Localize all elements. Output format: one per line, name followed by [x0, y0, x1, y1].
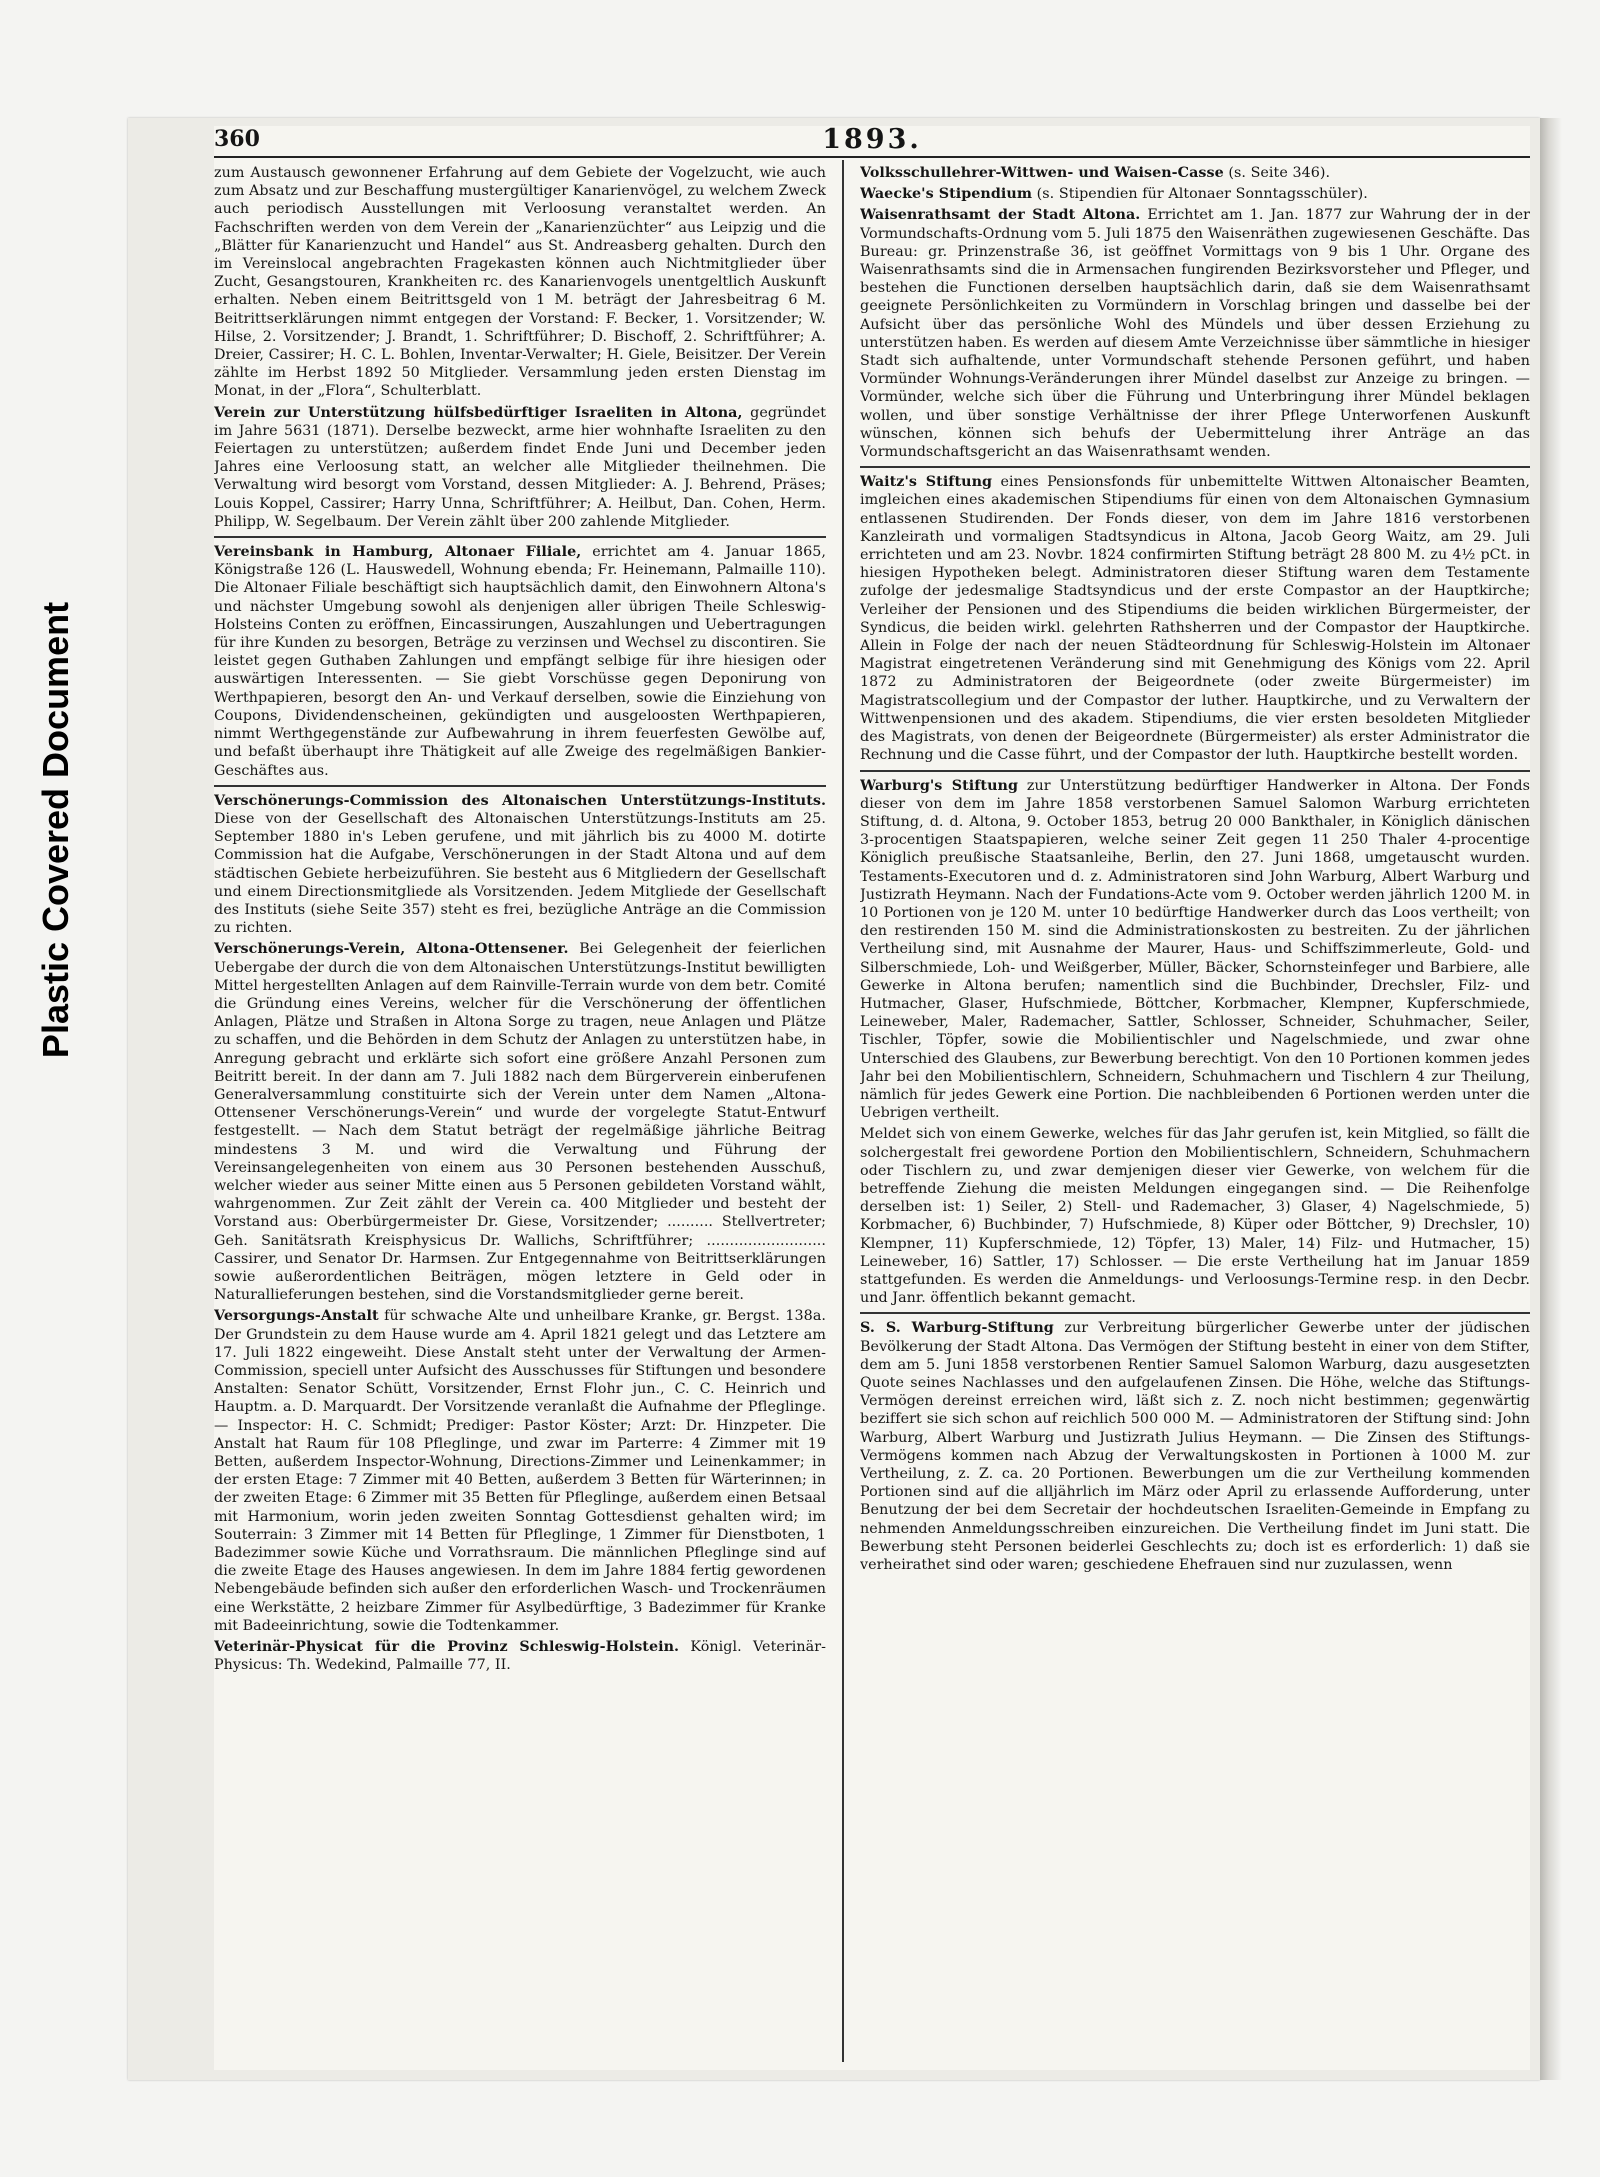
entry-waeckes-stipendium — [860, 185, 1530, 203]
entry-title: Verschönerungs-Commission des Altonaischen Unterstützungs-Instituts. — [214, 792, 826, 809]
page-edge-shadow — [1540, 118, 1562, 2080]
entry-title: Veterinär-Physicat für die Provinz Schleswig-Holstein. — [214, 1639, 680, 1656]
page-content — [214, 126, 1530, 2070]
entry-body: zur Verbreitung bürgerlicher Gewerbe unter der jüdischen Bevölkerung der Stadt Altona. Das Vermögen der Stiftung besteht in einer von dem Stifter, dem am 5. Juni 1858 verstorbenen Rentier Samuel Salomon Warburg, dazu ausgesetzten Quote seines Nachlasses und den aufgelaufenen Zinsen. Die Höhe, welche das Stiftungs-Vermögen dereinst erreichen wird, läßt sich z. Z. noch nicht bestimmen; gegenwärtig beziffert sie sich schon auf reichlich 500 000 M. — Administratoren der Stiftung sind: John Warburg, Albert Warburg und Justizrath Julius Heymann. — Die Zinsen des Stiftungs-Vermögens kommen nach Abzug der Verwaltungskosten in Portionen à 1000 M. zur Vertheilung, z. Z. ca. 20 Portionen. Bewerbungen um die zur Vertheilung kommenden Portionen sind auf die alljährlich im März oder April zu erlassende Aufforderung, unter Benutzung der bei dem Secretair der hochdeutschen Israeliten-Gemeinde in Empfang zu nehmenden Anmeldungsschreiben einzureichen. Die Vertheilung findet im Juni statt. Die Bewerbung steht Personen beiderlei Geschlechts zu; doch ist es erforderlich: 1) daß sie verheirathet sind oder waren; geschiedene Ehefrauen sind nur zuzulassen, wenn — [860, 1320, 1530, 1574]
entry-title: Verschönerungs-Verein, Altona-Ottensener. — [214, 941, 569, 958]
left-column — [214, 164, 826, 2064]
entry-warburg-stiftung — [860, 777, 1530, 1123]
entry-waisenrathsamt — [860, 206, 1530, 461]
right-column — [860, 164, 1530, 2064]
entry-title: Waisenrathsamt der Stadt Altona. — [860, 207, 1141, 224]
entry-verschoenerungs-verein — [214, 940, 826, 1304]
scanned-page — [128, 118, 1540, 2080]
watermark-label — [26, 560, 86, 1100]
page-year: 1893. — [822, 124, 922, 155]
entry-body: errichtet am 4. Januar 1865, Königstraße 126 (L. Hauswedell, Wohnung ebenda; Fr. Heinemann, Palmaille 110). Die Altonaer Filiale beschäftigt sich hauptsächlich damit, den Einwohnern Altona's und nächster Umgebung sowohl als denjenigen aller übrigen Theile Schleswig-Holsteins Conten zu eröffnen, Eincassirungen, Auszahlungen und Uebertragungen für ihre Kunden zu besorgen, Beträge zu verzinsen und Wechsel zu discontiren. Sie leistet gegen Guthaben Zahlungen und empfängt selbige für ihre hiesigen oder auswärtigen Interessenten. — Sie giebt Vorschüsse gegen Deponirung von Werthpapieren, besorgt den An- und Verkauf derselben, sowie die Einziehung von Coupons, Dividendenscheinen, gekündigten und ausgeloosten Werthpapieren, nimmt Werthgegenstände zur Aufbewahrung in ihrem feuerfesten Gewölbe auf, und befaßt überhaupt ihre Thätigkeit auf alle Zweige des regelmäßigen Bankier-Geschäftes aus. — [214, 544, 826, 779]
header-rule — [214, 156, 1530, 158]
entry-body: (s. Seite 346). — [1228, 165, 1331, 181]
entry-vereinsbank — [214, 543, 826, 780]
entry-title: Vereinsbank in Hamburg, Altonaer Filiale, — [214, 544, 582, 561]
section-divider — [860, 1312, 1530, 1314]
entry-title: Waitz's Stiftung — [860, 474, 993, 491]
section-divider — [214, 785, 826, 787]
entry-body: Königl. Veterinär-Physicus: Th. Wedekind, Palmaille 77, II. — [214, 1639, 826, 1674]
entry-title: Warburg's Stiftung — [860, 777, 1019, 794]
entry-body: eines Pensionsfonds für unbemittelte Wittwen Altonaischer Beamten, imgleichen eines akademischen Stipendiums für einen von dem Altonaischen Gymnasium entlassenen Studirenden. Der Fonds dieser, von dem im Jahre 1816 verstorbenen Kanzleirath und vormaligen Stadtsyndicus in Altona, Jacob Georg Waitz, am 29. Juli errichteten und am 23. Novbr. 1824 confirmirten Stiftung beträgt 28 800 M. zu 4½ pCt. in hiesigen Hypotheken belegt. Administratoren dieser Stiftung waren dem Testamente zufolge der jedesmalige Stadtsyndicus und der erste Compastor an der Hauptkirche; Verleiher der Pensionen und des Stipendiums die beiden wirklichen Bürgermeister, der Syndicus, die beiden wirkl. gelehrten Rathsherren und der Compastor der Hauptkirche. Allein in Folge der nach der neuen Städteordnung für Schleswig-Holstein im Altonaer Magistrat eingetretenen Veränderung sind mit Genehmigung des Königs vom 22. April 1872 zu Administratoren der Beigeordnete (oder zweite Bürgermeister) im Magistratscollegium und der Compastor der luther. Hauptkirche, und zu Verwaltern der Wittwenpensionen und des akadem. Stipendiums, die vier ersten besoldeten Mitglieder des Magistrats, von denen der Beigeordnete (Bürgermeister) als erster Administrator die Rechnung und die Casse führt, und der Compastor der luth. Hauptkirche bestellt worden. — [860, 474, 1530, 764]
entry-title: S. S. Warburg-Stiftung — [860, 1320, 1054, 1337]
entry-waitz-stiftung — [860, 473, 1530, 764]
page-number: 360 — [214, 126, 260, 152]
entry-body: gegründet im Jahre 5631 (1871). Derselbe bezweckt, arme hier wohnhafte Israeliten zu den Feiertagen zu unterstützen; außerdem findet Ende Juni und December jeden Jahres eine Verloosung statt, an welcher alle Mitglieder theilnehmen. Die Verwaltung wird besorgt vom Vorstand, dessen Mitglieder: A. J. Behrend, Präses; Louis Koppel, Cassirer; Harry Unna, Schriftführer; A. Heilbut, Dan. Cohen, Herm. Philipp, W. Segelbaum. Der Verein zählt über 200 zahlende Mitglieder. — [214, 404, 826, 530]
section-divider — [860, 466, 1530, 468]
entry-body: Errichtet am 1. Jan. 1877 zur Wahrung der in der Vormundschafts-Ordnung vom 5. Juli 1875 den Waisenräthen zugewiesenen Geschäfte. Das Bureau: gr. Prinzenstraße 36, ist geöffnet Vormittags von 9 bis 1 Uhr. Organe des Waisenrathsamts sind die in Armensachen fungirenden Bezirksvorsteher und Pfleger, und bestehen die Functionen derselben hauptsächlich darin, daß sie dem Waisenrathsamt geeignete Persönlichkeiten zu Vormündern in Vorschlag bringen und dasselbe bei der Aufsicht über das persönliche Wohl des Mündels und über dessen Erziehung zu unterstützen haben. Es werden auf diesem Amte Verzeichnisse über sämmtliche in hiesiger Stadt sich aufhaltende, unter Vormundschaft stehende Personen geführt, und haben Vormünder Wohnungs-Veränderungen ihrer Mündel daselbst zur Anzeige zu bringen. — Vormünder, welche sich über die Führung und Unterbringung ihrer Mündel beklagen wollen, und über sonstige Verhältnisse der ihrer Pflege Unterworfenen Auskunft wünschen, können sich behufs der Uebermittelung ihrer Anträge an das Vormundschaftsgericht an das Waisenrathsamt wenden. — [860, 207, 1530, 461]
column-divider — [842, 160, 844, 2062]
entry-body: zur Unterstützung bedürftiger Handwerker in Altona. Der Fonds dieser von dem im Jahre 1858 verstorbenen Samuel Salomon Warburg errichteten Stiftung, d. d. Altona, 9. October 1853, betrug 20 000 Bankthaler, in Königlich dänischen 3-procentigen Staatspapieren, welche seiner Zeit gegen 11 250 Thaler 4-procentige Königlich preußische Staatsanleihe, Berlin, den 27. Juni 1868, umgetauscht wurden. Testaments-Executoren und d. z. Administratoren sind John Warburg, Albert Warburg und Justizrath Heymann. Nach der Fundations-Acte vom 9. October werden jährlich 1200 M. in 10 Portionen von je 120 M. unter 10 bedürftige Handwerker durch das Loos vertheilt; von den restirenden 150 M. sind die Administrationskosten zu bestreiten. Zu der jährlichen Vertheilung sind, mit Ausnahme der Maurer, Haus- und Schiffszimmerleute, Gold- und Silberschmiede, Loh- und Weißgerber, Müller, Bäcker, Schornsteinfeger und Barbiere, alle Gewerke in Altona berufen; namentlich sind die Buchbinder, Drechsler, Filz- und Hutmacher, Glaser, Hufschmiede, Böttcher, Korbmacher, Klempner, Kupferschmiede, Leineweber, Maler, Rademacher, Sattler, Schlosser, Schneider, Schuhmacher, Seiler, Tischler, Töpfer, sowie die Mobilientischler und Nagelschmiede, und zwar ohne Unterschied des Glaubens, zur Bewerbung berechtigt. Von den 10 Portionen kommen jedes Jahr bei den Mobilientischlern, Schneidern, Schuhmachern und Tischlern 4 zur Theilung, nämlich für jedes Gewerk eine Portion. Die nachbleibenden 6 Portionen werden unter die Uebrigen vertheilt. — [860, 777, 1530, 1122]
entry-body: (s. Stipendien für Altonaer Sonntagsschüler). — [1036, 186, 1368, 203]
intro-paragraph: zum Austausch gewonnener Erfahrung auf dem Gebiete der Vogelzucht, wie auch zum Absatz und zur Beschaffung mustergültiger Kanarienvögel, zu welchem Zweck auch periodisch Ausstellungen mit Verloosung veranstaltet werden. An Fachschriften werden von dem Verein der „Kanarienzüchter“ aus Leipzig und die „Blätter für Kanarienzucht und Handel“ aus St. Andreasberg gehalten. Durch den im Vereinslocal angebrachten Fragekasten können auch Nichtmitglieder über Zucht, Gesangstouren, Krankheiten rc. des Kanarienvogels unentgeltlich Auskunft erhalten. Neben einem Beitrittsgeld von 1 M. beträgt der Jahresbeitrag 6 M. Beitrittserklärungen nimmt entgegen der Vorstand: F. Becker, 1. Vorsitzender; W. Hilse, 2. Vorsitzender; J. Brandt, 1. Schriftführer; D. Bischoff, 2. Schriftführer; A. Dreier, Cassirer; H. C. L. Bohlen, Inventar-Verwalter; H. Giele, Beisitzer. Der Verein zählte im Herbst 1892 50 Mitglieder. Versammlung jeden ersten Dienstag im Monat, in der „Flora“, Schulterblatt. — [214, 165, 826, 400]
entry-verschoenerungs-commission — [214, 792, 826, 938]
entry-title: Volksschullehrer-Wittwen- und Waisen-Casse — [860, 165, 1224, 181]
entry-title: Verein zur Unterstützung hülfsbedürftiger Israeliten in Altona, — [214, 404, 743, 421]
entry-versorgungs-anstalt — [214, 1307, 826, 1635]
entry-body: für schwache Alte und unheilbare Kranke, gr. Bergst. 138a. Der Grundstein zu dem Hause wurde am 4. April 1821 gelegt und das Letztere am 17. Juli 1822 eingeweiht. Diese Anstalt steht unter der Verwaltung der Armen-Commission, speciell unter Aufsicht des Ausschusses für Stiftungen und besondere Anstalten: Senator Schütt, Vorsitzender, Ernst Flohr jun., C. C. Heinrich und Hauptm. a. D. Marquardt. Der Vorsitzende veranlaßt die Aufnahme der Pfleglinge. — Inspector: H. C. Schmidt; Prediger: Pastor Köster; Arzt: Dr. Hinzpeter. Die Anstalt hat Raum für 108 Pfleglinge, und zwar im Parterre: 4 Zimmer mit 19 Betten, außerdem Inspector-Wohnung, Directions-Zimmer und Leinenkammer; in der ersten Etage: 7 Zimmer mit 40 Betten, außerdem 3 Betten für Wärterinnen; in der zweiten Etage: 6 Zimmer mit 35 Betten für Pfleglinge, außerdem einen Betsaal mit Harmonium, worin jeden zweiten Sonntag Gottesdienst gehalten wird; im Souterrain: 3 Zimmer mit 14 Betten für Pfleglinge, 1 Zimmer für Dienstboten, 1 Badezimmer sowie Küche und Vorrathsraum. Die männlichen Pfleglinge sind auf die zweite Etage des Hauses angewiesen. In dem im Jahre 1884 fertig gewordenen Nebengebäude befinden sich außer den erforderlichen Wasch- und Trockenräumen eine Werkstätte, 2 heizbare Zimmer für Asylbedürftige, 3 Badezimmer für Kranke mit Badeeinrichtung, sowie die Todtenkammer. — [214, 1308, 826, 1634]
section-divider — [214, 536, 826, 538]
entry-title: Versorgungs-Anstalt — [214, 1308, 379, 1325]
entry-title: Waecke's Stipendium — [860, 186, 1033, 203]
entry-body: Bei Gelegenheit der feierlichen Uebergabe der durch die von dem Altonaischen Unterstützungs-Institut bewilligten Mittel hergestellten Anlagen auf dem Rainville-Terrain wurde von dem betr. Comité die Gründung eines Vereins, welcher für die Verschönerung der öffentlichen Anlagen, Plätze und Straßen in Altona Sorge zu tragen, neue Anlagen und Plätze zu schaffen, und die Behörden in dem Schutz der Anlagen zu unterstützen habe, in Anregung gebracht und erklärte sich sofort eine größere Anzahl Personen zum Beitritt bereit. In der dann am 7. Juli 1882 nach dem Bürgerverein einberufenen Generalversammlung constituirte sich der Verein unter dem Namen „Altona-Ottensener Verschönerungs-Verein“ und wurde der vorgelegte Statut-Entwurf festgestellt. — Nach dem Statut beträgt der regelmäßige jährliche Beitrag mindestens 3 M. und wird die Verwaltung und Führung der Vereinsangelegenheiten von einem aus 30 Personen bestehenden Ausschuß, welcher wieder aus seiner Mitte einen aus 5 Personen gebildeten Vorstand wählt, wahrgenommen. Zur Zeit zählt der Verein ca. 400 Mitglieder und besteht der Vorstand aus: Oberbürgermeister Dr. Giese, Vorsitzender; .......... Stellvertreter; Geh. Sanitätsrath Kreisphysicus Dr. Wallichs, Schriftführer; .......................... Cassirer, und Senator Dr. Harmsen. Zur Entgegennahme von Beitrittserklärungen sowie außerordentlichen Beiträgen, mögen letztere in Geld oder in Naturallieferungen bestehen, sind die Vorstandsmitglieder gerne bereit. — [214, 941, 826, 1304]
entry-veterinaer-physicat — [214, 1638, 826, 1674]
entry-warburg-stiftung-continued: Meldet sich von einem Gewerke, welches für das Jahr gerufen ist, kein Mitglied, so fällt die solchergestalt frei gewordene Portion den Mobilientischlern, Schneidern, Schuhmachern oder Tischlern zu, und zwar demjenigen dieser vier Gewerke, von welchem für die betreffende Ziehung die meisten Meldungen eingegangen sind. — Die Reihenfolge derselben ist: 1) Seiler, 2) Stell- und Rademacher, 3) Glaser, 4) Nagelschmiede, 5) Korbmacher, 6) Buchbinder, 7) Hufschmiede, 8) Küper oder Böttcher, 9) Drechsler, 10) Klempner, 11) Kupferschmiede, 12) Töpfer, 13) Maler, 14) Filz- und Hutmacher, 15) Leineweber, 16) Sattler, 17) Schlosser. — Die erste Vertheilung hat im Januar 1859 stattgefunden. Es werden die Anmeldungs- und Verloosungs-Termine resp. in den Decbr. und Janr. öffentlich bekannt gemacht. — [860, 1126, 1530, 1307]
entry-ss-warburg-stiftung — [860, 1319, 1530, 1574]
entry-israeliten-verein — [214, 404, 826, 531]
entry-wittwen-casse — [860, 164, 1530, 182]
entry-body: Diese von der Gesellschaft des Altonaischen Unterstützungs-Instituts am 25. September 1880 in's Leben gerufene, und mit jährlich bis zu 4000 M. dotirte Commission hat die Aufgabe, Verschönerungen in der Stadt Altona und auf dem städtischen Gebiete herbeizuführen. Sie besteht aus 6 Mitgliedern der Gesellschaft und einem Directionsmitgliede als Vorsitzenden. Jedem Mitgliede der Gesellschaft des Instituts (siehe Seite 357) steht es frei, bezügliche Anträge an die Commission zu richten. — [214, 810, 826, 937]
watermark-text: Plastic Covered Document — [35, 601, 77, 1059]
section-divider — [860, 770, 1530, 772]
